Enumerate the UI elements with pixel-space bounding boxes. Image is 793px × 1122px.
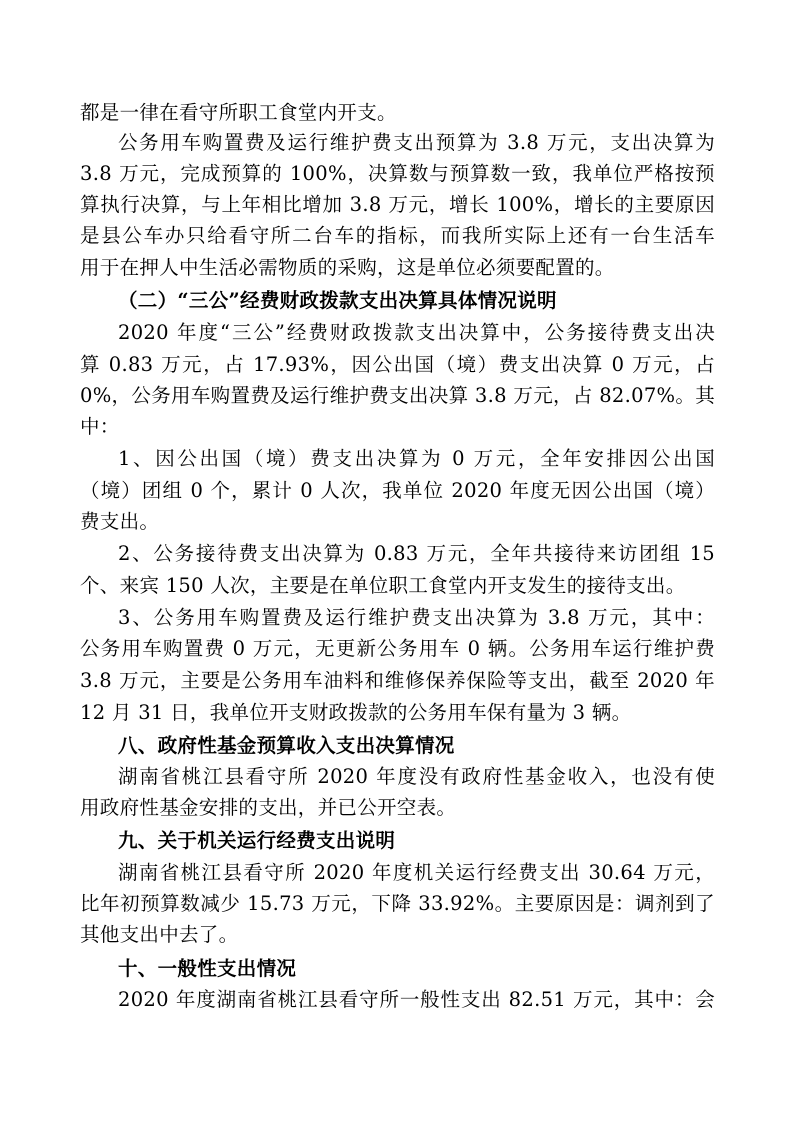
paragraph-line: 公务用车购置费 0 万元，无更新公务用车 0 辆。公务用车运行维护费	[80, 637, 715, 660]
paragraph-line: 1、因公出国（境）费支出决算为 0 万元，全年安排因公出国	[118, 447, 715, 470]
paragraph-line: 2020 年度“三公”经费财政拨款支出决算中，公务接待费支出决	[118, 321, 715, 344]
section-heading: 十、一般性支出情况	[118, 957, 297, 980]
paragraph-line: 算 0.83 万元，占 17.93%，因公出国（境）费支出决算 0 万元，占	[80, 353, 715, 376]
paragraph-line: 湖南省桃江县看守所 2020 年度机关运行经费支出 30.64 万元，	[118, 861, 715, 884]
paragraph-line: （境）团组 0 个，累计 0 人次，我单位 2020 年度无因公出国（境）	[80, 479, 715, 502]
paragraph-line: 用于在押人中生活必需物质的采购，这是单位必须要配置的。	[80, 256, 615, 279]
paragraph-line: 3.8 万元，完成预算的 100%，决算数与预算数一致，我单位严格按预	[80, 162, 715, 185]
paragraph-line: 12 月 31 日，我单位开支财政拨款的公务用车保有量为 3 辆。	[80, 701, 632, 724]
paragraph-line: 2020 年度湖南省桃江县看守所一般性支出 82.51 万元，其中：会	[118, 988, 715, 1011]
paragraph-line: 2、公务接待费支出决算为 0.83 万元，全年共接待来访团组 15	[118, 542, 715, 565]
section-heading: （二）“三公”经费财政拨款支出决算具体情况说明	[118, 289, 557, 312]
paragraph-line: 湖南省桃江县看守所 2020 年度没有政府性基金收入，也没有使	[118, 765, 715, 788]
paragraph-line: 其他支出中去了。	[80, 923, 239, 946]
paragraph-line: 是县公车办只给看守所二台车的指标，而我所实际上还有一台生活车	[80, 224, 715, 247]
paragraph-line: 公务用车购置费及运行维护费支出预算为 3.8 万元，支出决算为	[118, 131, 715, 154]
paragraph-line: 用政府性基金安排的支出，并已公开空表。	[80, 796, 457, 819]
paragraph-line: 0%，公务用车购置费及运行维护费支出决算 3.8 万元，占 82.07%。其	[80, 384, 715, 407]
section-heading: 八、政府性基金预算收入支出决算情况	[118, 734, 455, 757]
paragraph-line: 都是一律在看守所职工食堂内开支。	[80, 101, 397, 124]
paragraph-line: 3、公务用车购置费及运行维护费支出决算为 3.8 万元，其中：	[118, 606, 715, 629]
paragraph-line: 费支出。	[80, 510, 160, 533]
paragraph-line: 个、来宾 150 人次，主要是在单位职工食堂内开支发生的接待支出。	[80, 574, 686, 597]
paragraph-line: 中：	[80, 415, 120, 438]
paragraph-line: 算执行决算，与上年相比增加 3.8 万元，增长 100%，增长的主要原因	[80, 193, 715, 216]
paragraph-line: 比年初预算数减少 15.73 万元，下降 33.92%。主要原因是：调剂到了	[80, 892, 715, 915]
section-heading: 九、关于机关运行经费支出说明	[118, 829, 396, 852]
paragraph-line: 3.8 万元，主要是公务用车油料和维修保养保险等支出，截至 2020 年	[80, 669, 715, 692]
